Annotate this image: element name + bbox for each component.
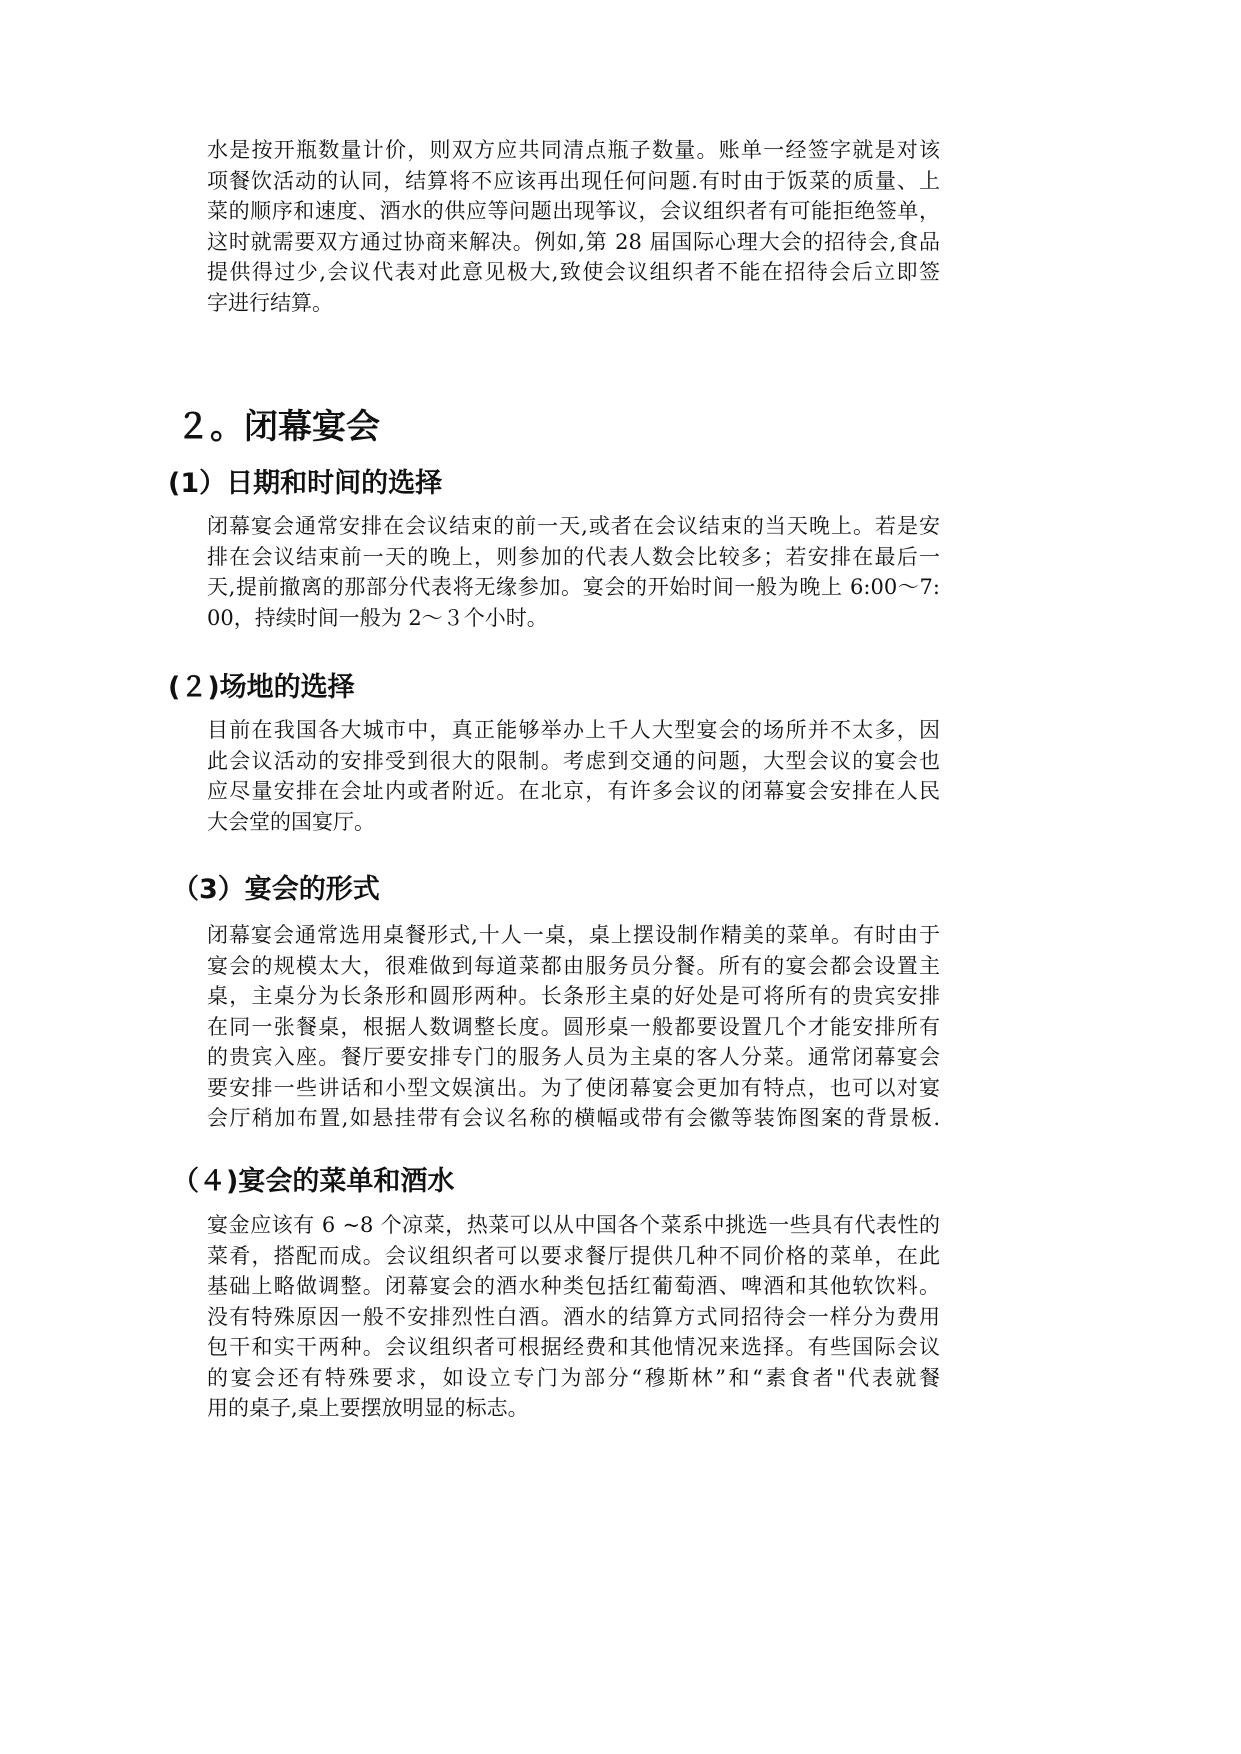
paragraph-line: 菜的顺序和速度、酒水的供应等问题出现筝议，会议组织者有可能拒绝签单， xyxy=(207,199,940,223)
paragraph-line: 大会堂的国宴厅。 xyxy=(207,809,375,834)
paragraph-line: 宴会的规模太大，很难做到每道菜都由服务员分餐。所有的宴会都会设置主 xyxy=(207,953,940,978)
subsection-heading-date-time: (1）日期和时间的选择 xyxy=(168,468,443,499)
paragraph-line: 宴金应该有 6 ~8 个凉菜，热菜可以从中国各个菜系中挑选一些具有代表性的 xyxy=(207,1213,940,1237)
paragraph-line: 天,提前撤离的那部分代表将无缘参加。宴会的开始时间一般为晚上 6:00～7: xyxy=(207,575,940,599)
subsection-heading-banquet-form: （3）宴会的形式 xyxy=(172,874,380,905)
paragraph-line: 目前在我国各大城市中，真正能够举办上千人大型宴会的场所并不太多，因 xyxy=(207,718,940,742)
paragraph-line: 基础上略做调整。闭幕宴会的酒水种类包括红葡萄酒、啤酒和其他软饮料。 xyxy=(207,1274,940,1298)
paragraph-line: 项餐饮活动的认同，结算将不应该再出现任何问题.有时由于饭菜的质量、上 xyxy=(207,168,940,193)
paragraph-line: 要安排一些讲话和小型文娱演出。为了使闭幕宴会更加有特点，也可以对宴 xyxy=(207,1075,940,1100)
paragraph-line: 闭幕宴会通常安排在会议结束的前一天,或者在会议结束的当天晚上。若是安 xyxy=(207,514,940,538)
paragraph-line: 的贵宾入座。餐厅要安排专门的服务人员为主桌的客人分菜。通常闭幕宴会 xyxy=(207,1045,940,1069)
paragraph-line: 桌，主桌分为长条形和圆形两种。长条形主桌的好处是可将所有的贵宾安排 xyxy=(207,984,940,1008)
paragraph-line: 的宴会还有特殊要求，如设立专门为部分“穆斯林”和“素食者"代表就餐 xyxy=(207,1365,940,1390)
paragraph-line: 此会议活动的安排受到很大的限制。考虑到交通的问题，大型会议的宴会也 xyxy=(207,748,940,773)
paragraph-line: 会厅稍加布置,如悬挂带有会议名称的横幅或带有会徽等装饰图案的背景板. xyxy=(207,1106,940,1130)
paragraph-line: 没有特殊原因一般不安排烈性白酒。酒水的结算方式同招待会一样分为费用 xyxy=(207,1304,940,1329)
paragraph-line: 这时就需要双方通过协商来解决。例如,第 28 届国际心理大会的招待会,食品 xyxy=(207,229,940,254)
paragraph-line: 闭幕宴会通常选用桌餐形式,十人一桌，桌上摆设制作精美的菜单。有时由于 xyxy=(207,923,940,947)
subsection-paragraph-banquet-form xyxy=(207,920,940,1134)
paragraph-line: 包干和实干两种。会议组织者可根据经费和其他情况来选择。有些国际会议 xyxy=(207,1335,940,1359)
section-title: ２。闭幕宴会 xyxy=(176,407,380,447)
subsection-paragraph-venue xyxy=(207,715,940,837)
subsection-paragraph-menu-drinks xyxy=(207,1210,940,1424)
intro-paragraph xyxy=(207,135,940,318)
paragraph-line: 字进行结算。 xyxy=(207,290,333,315)
paragraph-line: 水是按开瓶数量计价，则双方应共同清点瓶子数量。账单一经签字就是对该 xyxy=(207,138,940,162)
paragraph-line: 用的桌子,桌上要摆放明显的标志。 xyxy=(207,1396,529,1420)
paragraph-line: 在同一张餐桌，根据人数调整长度。圆形桌一般都要设置几个才能安排所有 xyxy=(207,1014,940,1039)
paragraph-line: 应尽量安排在会址内或者附近。在北京，有许多会议的闭幕宴会安排在人民 xyxy=(207,779,940,803)
subsection-heading-menu-drinks: （４)宴会的菜单和酒水 xyxy=(172,1166,455,1197)
paragraph-line: 00，持续时间一般为 2～３个小时。 xyxy=(207,605,548,630)
paragraph-line: 排在会议结束前一天的晚上，则参加的代表人数会比较多；若安排在最后一 xyxy=(207,544,940,569)
paragraph-line: 菜肴，搭配而成。会议组织者可以要求餐厅提供几种不同价格的菜单，在此 xyxy=(207,1243,940,1268)
subsection-paragraph-date-time xyxy=(207,511,940,633)
paragraph-line: 提供得过少,会议代表对此意见极大,致使会议组织者不能在招待会后立即签 xyxy=(207,260,940,284)
subsection-heading-venue: (２)场地的选择 xyxy=(168,672,355,703)
